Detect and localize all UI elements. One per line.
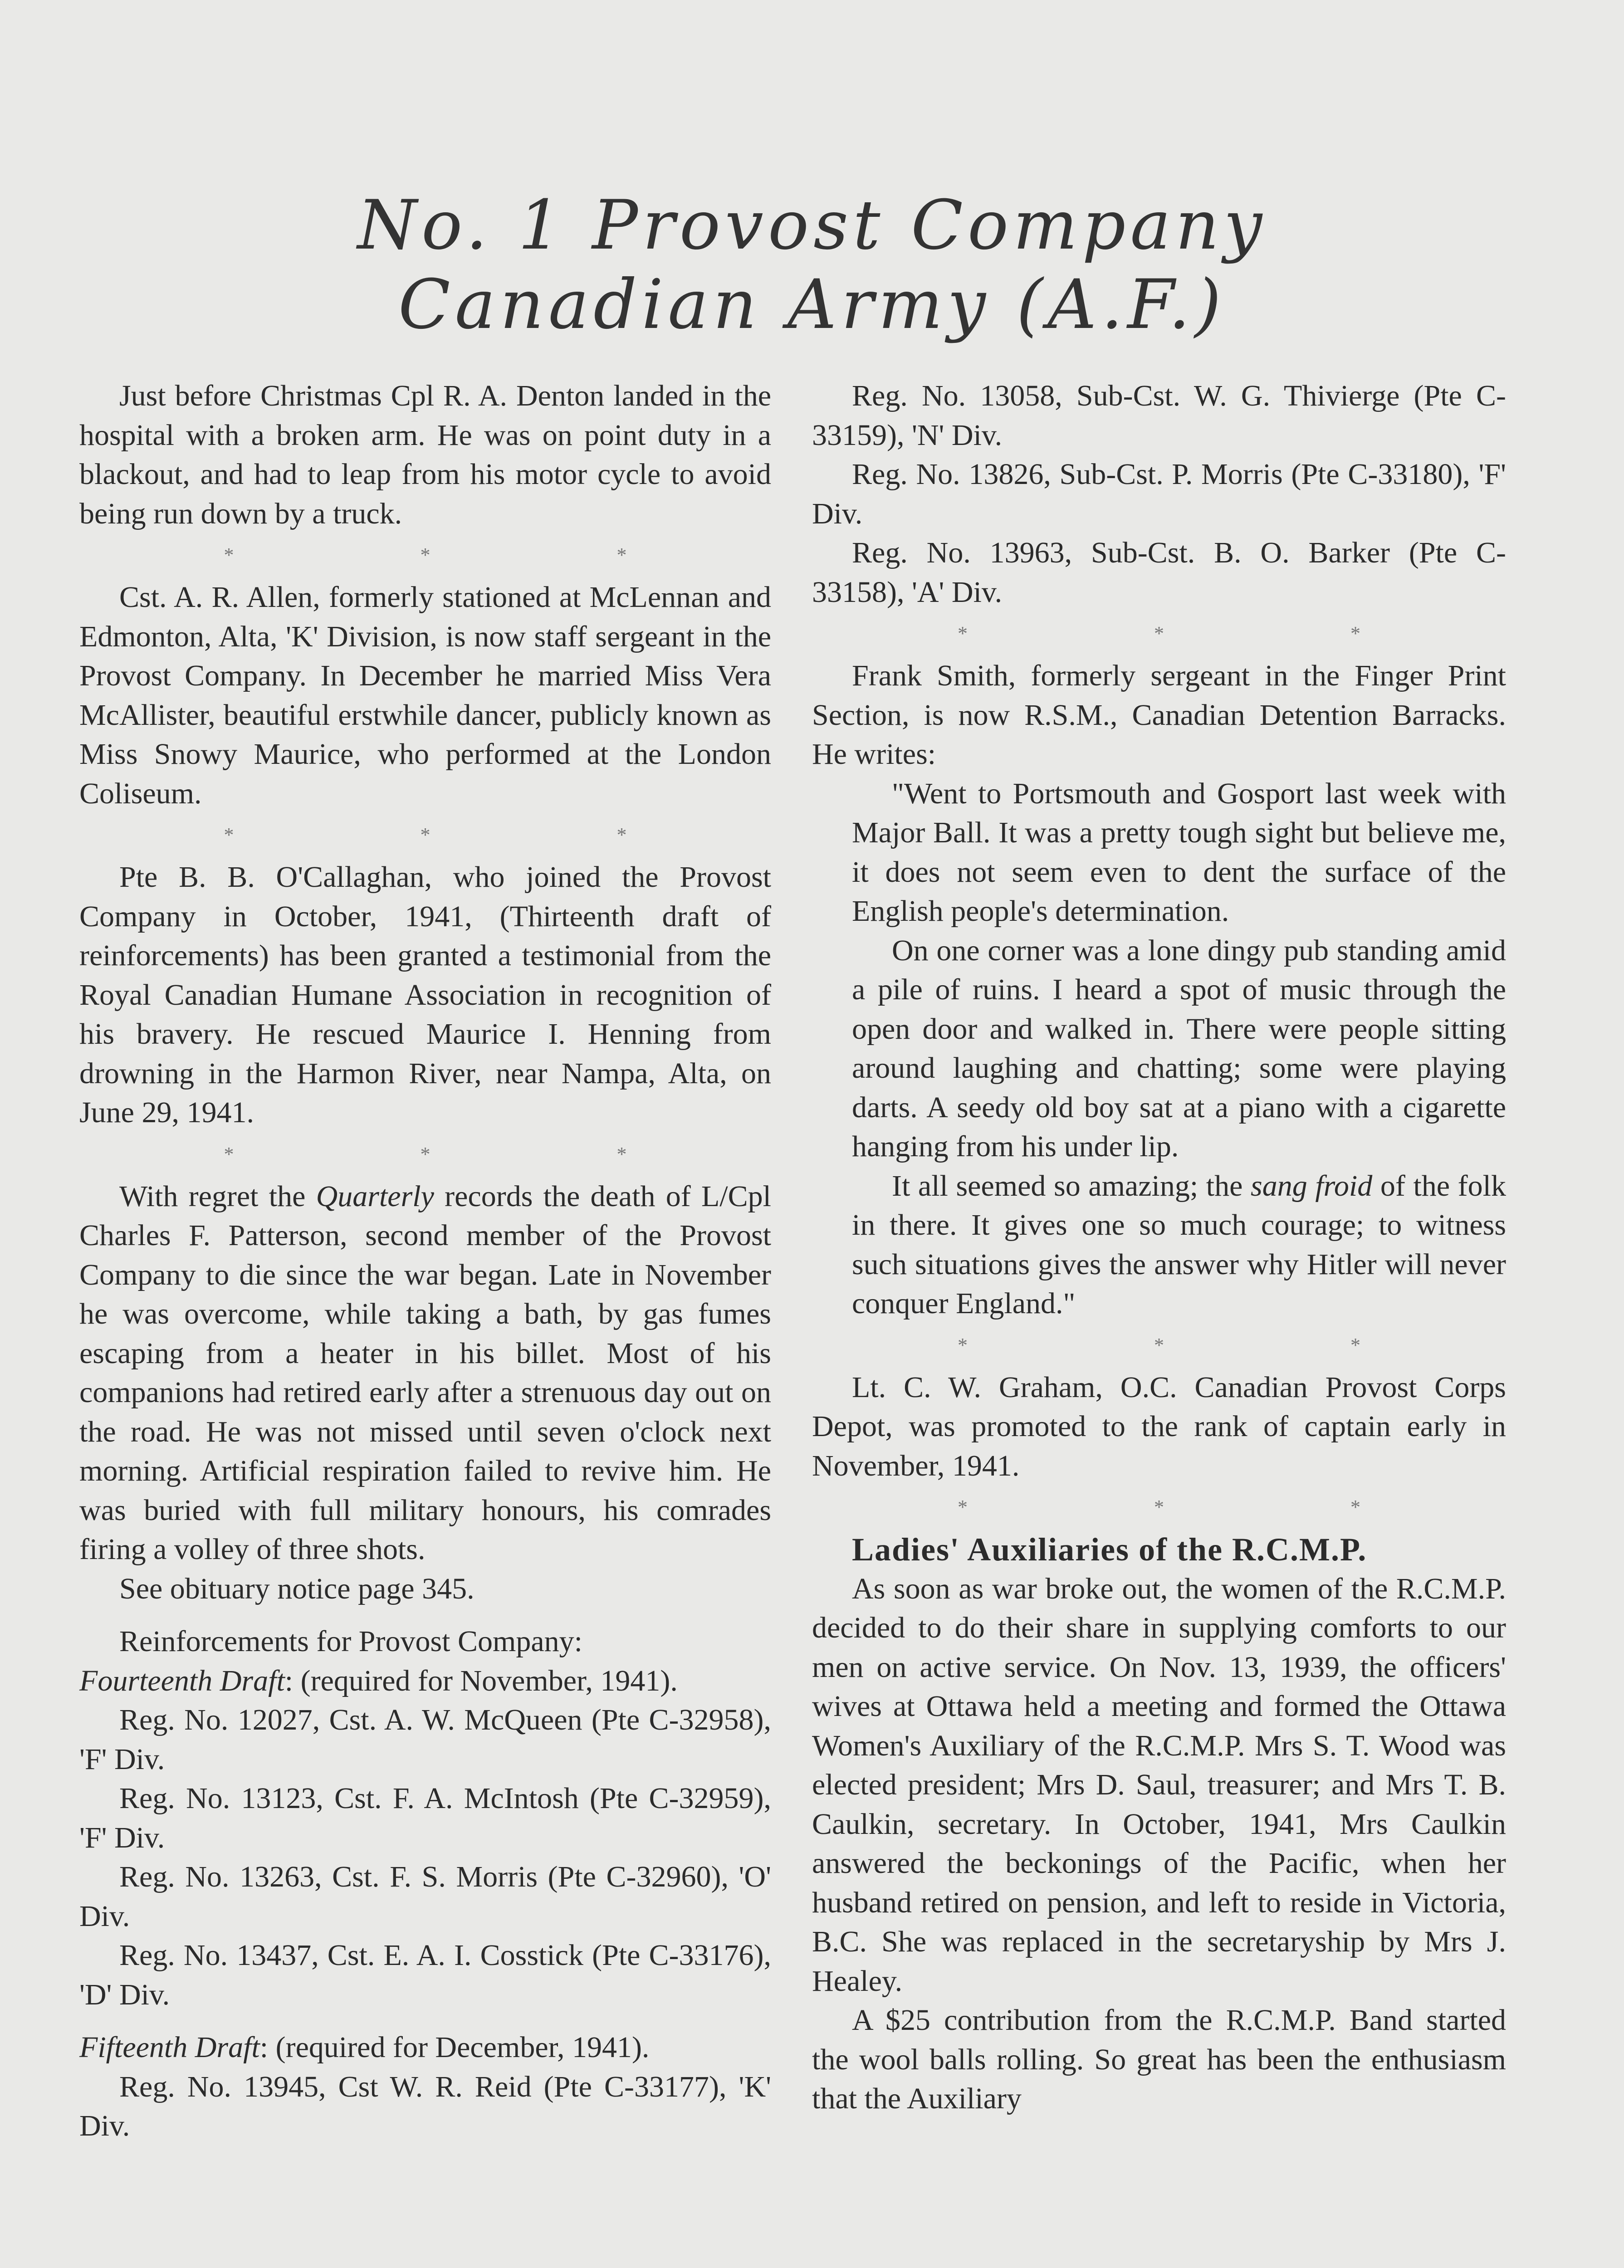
reg-entry: Reg. No. 13263, Cst. F. S. Morris (Pte C-32960), 'O' Div. <box>79 1860 771 1933</box>
paragraph-allen: Cst. A. R. Allen, formerly stationed at McLennan and Edmonton, Alta, 'K' Division, is now staff sergeant in the Provost Company. In December he married Miss Vera McAllister, beautiful erstwhile dancer, publicly known as Miss Snowy Maurice, who performed at the London Coliseum. <box>79 581 771 810</box>
quote-paragraph: "Went to Portsmouth and Gosport last week with Major Ball. It was a pretty tough sight but believe me, it does not seem even to dent the surface of the English people's determination. <box>852 777 1506 928</box>
reg-entry: Reg. No. 13945, Cst W. R. Reid (Pte C-33177), 'K' Div. <box>79 2070 771 2142</box>
quote-paragraph: It all seemed so amazing; the sang froid of the folk in there. It gives one so much courage; to witness such situations gives the answer why Hitler will never conquer England." <box>852 1169 1506 1320</box>
paragraph-graham: Lt. C. W. Graham, O.C. Canadian Provost Corps Depot, was promoted to the rank of captain early in November, 1941. <box>812 1370 1506 1482</box>
reg-entry: Reg. No. 13058, Sub-Cst. W. G. Thivierge (Pte C-33159), 'N' Div. <box>812 379 1506 452</box>
separator: * * * <box>958 1334 1451 1356</box>
paragraph-smith: Frank Smith, formerly sergeant in the Finger Print Section, is now R.S.M., Canadian Detention Barracks. He writes: <box>812 659 1506 771</box>
separator: * * * <box>224 824 718 846</box>
separator: * * * <box>958 1496 1451 1518</box>
article-title <box>0 186 1624 345</box>
sang-froid: sang froid <box>1251 1169 1373 1202</box>
right-column <box>812 376 1506 2119</box>
quarterly-title: Quarterly <box>316 1179 434 1213</box>
paragraph-reinforcements: Reinforcements for Provost Company: <box>119 1625 583 1658</box>
reg-entry: Reg. No. 13826, Sub-Cst. P. Morris (Pte C-33180), 'F' Div. <box>812 458 1506 530</box>
left-column <box>79 376 771 2146</box>
title-line-2: Canadian Army (A.F.) <box>398 265 1226 344</box>
draft-fifteen-heading: Fifteenth Draft: (required for December, 1941). <box>79 2031 650 2064</box>
reg-entry: Reg. No. 13123, Cst. F. A. McIntosh (Pte C-32959), 'F' Div. <box>79 1782 771 1854</box>
smith-quote <box>852 774 1506 1324</box>
paragraph-patterson: With regret the Quarterly records the death of L/Cpl Charles F. Patterson, second member of the Provost Company to die since the war began. Late in November he was overcome, while taking a bath, by gas fumes escaping from a heater in his billet. Most of his companions had retired early after a strenuous day out on the road. He was not missed until seven o'clock next morning. Artificial respiration failed to revive him. He was buried with full military honours, his comrades firing a volley of three shots. <box>79 1179 771 1566</box>
paragraph-denton: Just before Christmas Cpl R. A. Denton landed in the hospital with a broken arm. He was on point duty in a blackout, and had to leap from his motor cycle to avoid being run down by a truck. <box>79 379 771 530</box>
paragraph-ocallaghan: Pte B. B. O'Callaghan, who joined the Provost Company in October, 1941, (Thirteenth draft of reinforcements) has been granted a testimonial from the Royal Canadian Humane Association in recognition of his bravery. He rescued Maurice I. Henning from drowning in the Harmon River, near Nampa, Alta, on June 29, 1941. <box>79 860 771 1129</box>
separator: * * * <box>224 544 718 566</box>
reg-entry: Reg. No. 12027, Cst. A. W. McQueen (Pte C-32958), 'F' Div. <box>79 1703 771 1776</box>
separator: * * * <box>958 622 1451 645</box>
separator: * * * <box>224 1143 718 1165</box>
reg-entry: Reg. No. 13963, Sub-Cst. B. O. Barker (Pte C-33158), 'A' Div. <box>812 536 1506 609</box>
draft-fourteen-heading: Fourteenth Draft: (required for November, 1941). <box>79 1664 678 1697</box>
paragraph-band-contribution: A $25 contribution from the R.C.M.P. Band started the wool balls rolling. So great has been the enthusiasm that the Auxiliary <box>812 2004 1506 2115</box>
section-heading: Ladies' Auxiliaries of the R.C.M.P. <box>852 1531 1367 1568</box>
paragraph-obituary-note: See obituary notice page 345. <box>119 1572 474 1605</box>
reg-entry: Reg. No. 13437, Cst. E. A. I. Cosstick (Pte C-33176), 'D' Div. <box>79 1939 771 2011</box>
title-line-1: No. 1 Provost Company <box>357 186 1267 265</box>
quote-paragraph: On one corner was a lone dingy pub standing amid a pile of ruins. I heard a spot of music through the open door and walked in. There were people sitting around laughing and chatting; some were playing darts. A seedy old boy sat at a piano with a cigarette hanging from his under lip. <box>852 934 1506 1163</box>
paragraph-auxiliary: As soon as war broke out, the women of the R.C.M.P. decided to do their share in supplying comforts to our men on active service. On Nov. 13, 1939, the officers' wives at Ottawa held a meeting and formed the Ottawa Women's Auxiliary of the R.C.M.P. Mrs S. T. Wood was elected president; Mrs D. Saul, treasurer; and Mrs T. B. Caulkin, secretary. In October, 1941, Mrs Caulkin answered the beckonings of the Pacific, when her husband retired on pension, and left to reside in Victoria, B.C. She was replaced in the secretaryship by Mrs J. Healey. <box>812 1572 1506 1998</box>
